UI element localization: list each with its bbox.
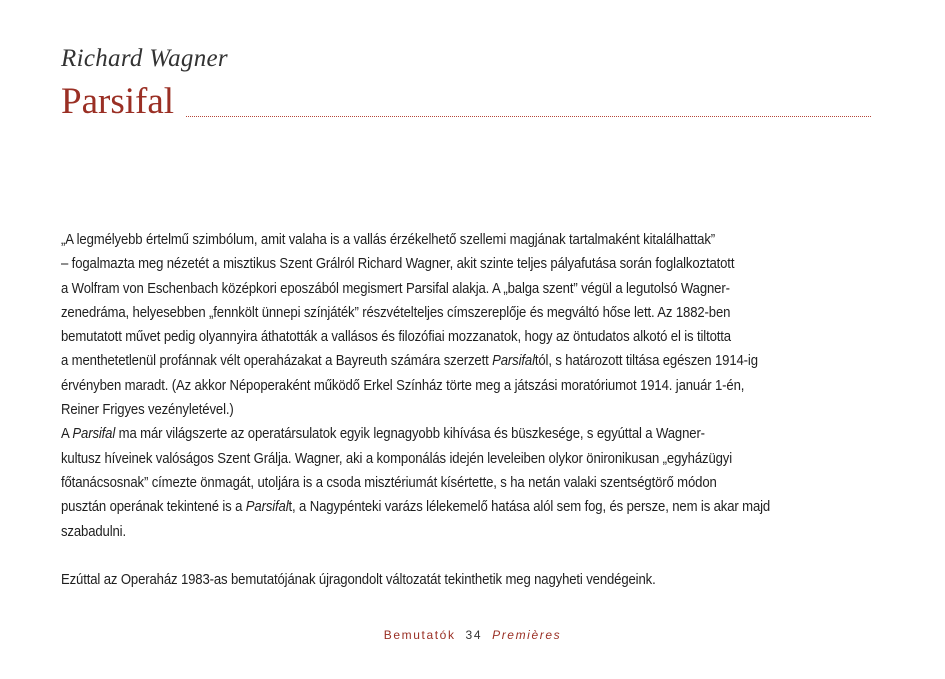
text-line — [61, 495, 790, 519]
text-line: kultusz híveinek valóságos Szent Grálja. Wagner, aki a komponálás idején leveleiben olykor önironikusan „egyházügyi — [61, 450, 733, 467]
work-title-italic: Parsifal — [245, 499, 289, 516]
text-segment: A — [61, 426, 73, 443]
text-line — [61, 422, 790, 446]
text-line: bemutatott művet pedig olyannyira áthatották a vallásos és filozófiai mozzanatok, hogy az öntudatos alkotó el is tiltotta — [61, 329, 731, 346]
text-line: Ezúttal az Operaház 1983-as bemutatójának újragondolt változatát tekinthetik meg nagyheti vendégeink. — [61, 572, 656, 589]
text-line: zenedráma, helyesebben „fennkölt ünnepi színjáték” részvételteljes címszereplője és megváltó hőse lett. Az 1882-ben — [61, 304, 731, 321]
page-footer — [0, 627, 945, 643]
work-title-italic: Parsifal — [492, 353, 535, 370]
footer-section-label: Bemutatók — [383, 628, 456, 642]
text-segment: a menthetetlenül profánnak vélt operaházakat a Bayreuth számára szerzett — [61, 353, 493, 370]
paragraph-spacer — [61, 544, 790, 568]
title-dotted-rule — [186, 116, 871, 117]
text-line: főtanácsosnak” címezte önmagát, utoljára is a csoda misztériumát kísértette, s ha netán valaki szentségtörő módon — [61, 474, 717, 491]
text-line: Reiner Frigyes vezényletével.) — [61, 402, 234, 419]
work-title-italic: Parsifal — [72, 426, 116, 443]
title-row — [61, 80, 871, 124]
page-number: 34 — [465, 628, 483, 642]
text-segment: pusztán operának tekintené is a — [61, 499, 246, 516]
article-body — [61, 228, 790, 592]
page-title: Parsifal — [61, 81, 175, 122]
text-line — [61, 349, 790, 373]
text-line: – fogalmazta meg nézetét a misztikus Szent Grálról Richard Wagner, akit szinte teljes pályafutása során foglalkoztatott — [61, 256, 735, 273]
text-segment: tól, s határozott tiltása egészen 1914-ig — [534, 353, 758, 370]
text-line: a Wolfram von Eschenbach középkori eposzából megismert Parsifal alakja. A „balga szent” végül a legutolsó Wagner- — [61, 280, 730, 297]
text-line: „A legmélyebb értelmű szimbólum, amit valaha is a vallás érzékelhető szellemi magjának tartalmaként kitalálhattak” — [61, 232, 716, 248]
author-name: Richard Wagner — [61, 45, 228, 72]
text-segment: t, a Nagypénteki varázs lélekemelő hatása alól sem fog, és persze, nem is akar majd — [288, 499, 771, 516]
text-segment: ma már világszerte az operatársulatok egyik legnagyobb kihívása és büszkesége, s egyúttal a Wagner- — [115, 426, 705, 443]
text-line: érvényben maradt. (Az akkor Népoperaként működő Erkel Színház törte meg a játszási moratóriumot 1914. január 1-én, — [61, 377, 745, 394]
text-line: szabadulni. — [61, 523, 126, 540]
footer-section-label-french: Premières — [492, 628, 562, 642]
